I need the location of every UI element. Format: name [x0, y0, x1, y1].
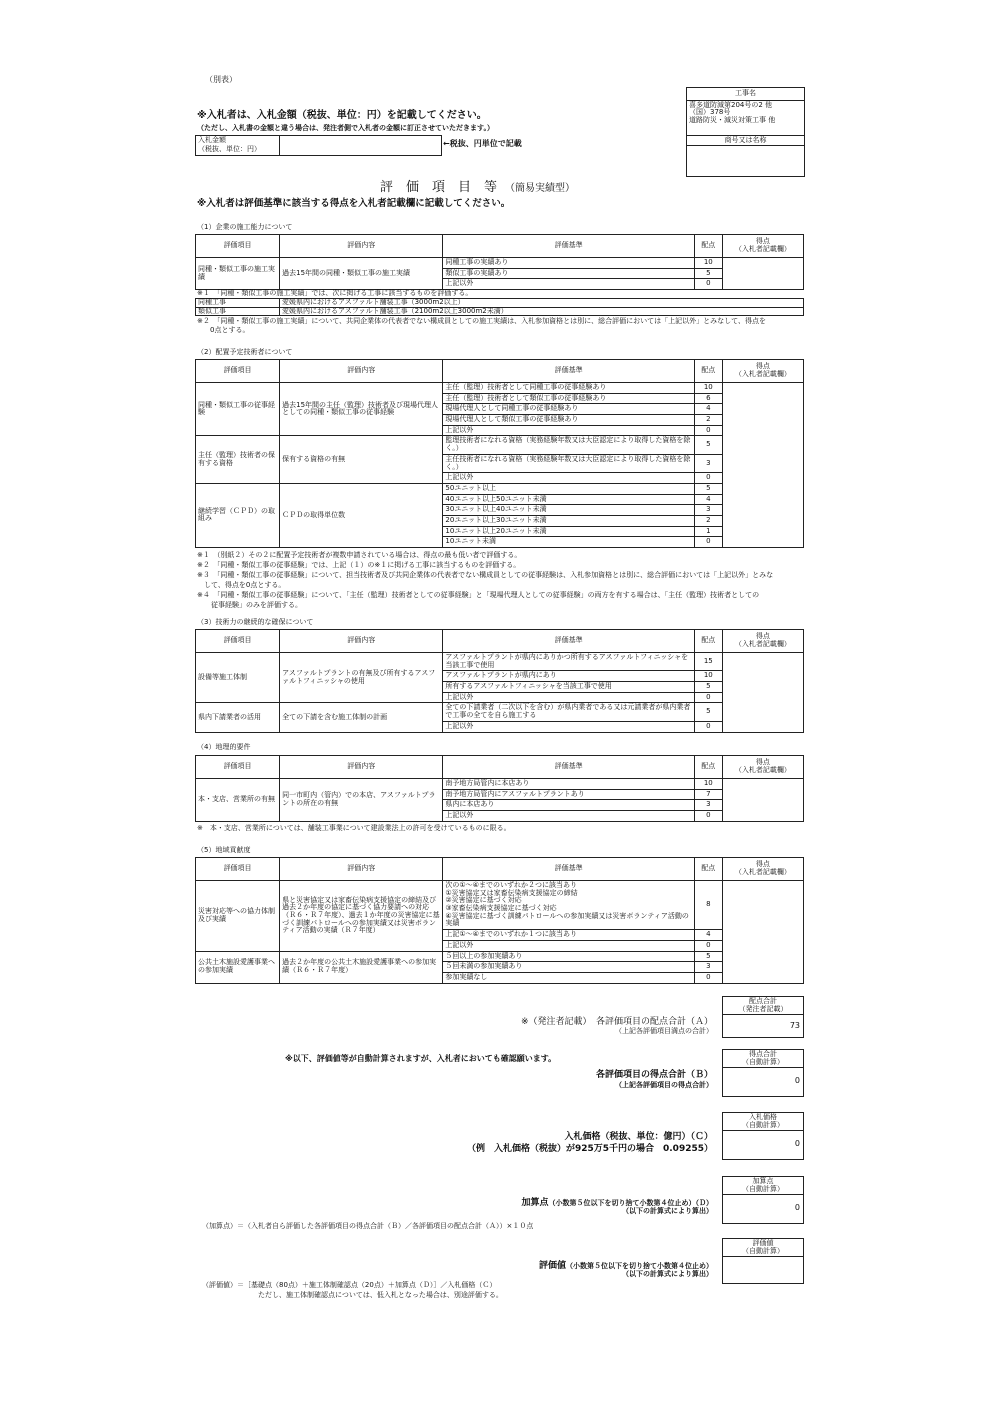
company-input[interactable]	[687, 146, 804, 175]
hdr-score	[722, 858, 803, 881]
points: 0	[694, 279, 722, 290]
points: 2	[694, 515, 722, 526]
sumA-box-label	[723, 997, 803, 1015]
s2-note: 従事経験」のみを評価する。	[197, 601, 302, 609]
hdr-content: 評価内容	[280, 756, 443, 779]
s2-content1: 過去15年間の主任（監理）技術者及び現場代理人としての同種・類似工事の従事経験	[280, 383, 443, 436]
criteria: 現場代理人として類似工事の従事経験あり	[443, 415, 694, 426]
def-term: 同種工事	[196, 299, 280, 308]
points: 10	[694, 258, 722, 269]
points: 3	[694, 505, 722, 516]
hdr-score1: 得点	[755, 362, 770, 371]
points: 0	[694, 473, 722, 484]
company-header: 商号又は名称	[687, 136, 804, 147]
project-line2: （国）378号	[689, 108, 731, 117]
points: 15	[694, 653, 722, 671]
hdr-item: 評価項目	[196, 360, 280, 383]
title-sub: （簡易実績型）	[510, 183, 576, 194]
criteria: 監理技術者になれる資格（実務経験年数又は大臣認定により取得した資格を除く。）	[443, 436, 694, 454]
hdr-score1: 得点	[755, 237, 770, 246]
title-text: 評 価 項 目 等	[380, 180, 498, 195]
criteria: アスファルトプラントが県内にあり	[443, 671, 694, 682]
hdr-score2: （入札者記載欄）	[734, 766, 791, 774]
s4-table	[195, 755, 804, 822]
points: 2	[694, 415, 722, 426]
hdr-score2: （入札者記載欄）	[734, 868, 791, 876]
addD-box	[722, 1176, 804, 1224]
s2-note: ※３ 「同種・類似工事の従事経験」について、担当技術者及び共同企業体の代表者でない構成員としての従事経験は、入札参加資格とは別に、総合評価においては「上記以外」とみな	[197, 571, 774, 579]
points: 3	[694, 800, 722, 811]
s4-item: 本・支店、営業所の有無	[196, 779, 280, 822]
s1-note3: 0点とする。	[210, 326, 250, 334]
criteria: 上記①～④までのいずれか１つに該当あり	[443, 930, 694, 941]
criteria: ５回以上の参加実績あり	[443, 951, 694, 962]
points: 1	[694, 526, 722, 537]
s3-table	[195, 629, 804, 733]
points: 8	[694, 881, 722, 930]
criteria: 20ユニット以上30ユニット未満	[443, 515, 694, 526]
bid-instruction: ※入札者は、入札金額（税抜、単位：円）を記載してください。	[197, 110, 487, 121]
criteria: アスファルトプラントが県内にありかつ所有するアスファルトフィニッシャを当該工事で使用	[443, 653, 694, 671]
project-box	[686, 87, 805, 177]
points: 6	[694, 393, 722, 404]
hdr-item: 評価項目	[196, 756, 280, 779]
criteria: 10ユニット未満	[443, 537, 694, 548]
criteria: 参加実績なし	[443, 972, 694, 983]
def-desc: 愛媛県内におけるアスファルト舗装工事（3000m2以上）	[280, 299, 804, 308]
hdr-points: 配点	[694, 235, 722, 258]
hdr-criteria: 評価基準	[443, 858, 694, 881]
def-desc: 愛媛県内におけるアスファルト舗装工事（2100m2以上3000m2未満）	[280, 307, 804, 316]
evalV-box-label1: 評価値	[752, 1239, 774, 1247]
bid-amount-unit: （税抜、単位：円）	[198, 144, 261, 153]
points: 5	[694, 268, 722, 279]
addD-box-label2: （自動計算）	[742, 1184, 784, 1193]
points: 0	[694, 940, 722, 951]
s1-table	[195, 234, 804, 290]
hdr-item: 評価項目	[196, 235, 280, 258]
hdr-criteria: 評価基準	[443, 235, 694, 258]
hdr-score	[722, 630, 803, 653]
points: 10	[694, 779, 722, 790]
bid-amount-input[interactable]	[279, 135, 442, 156]
points: 5	[694, 951, 722, 962]
hdr-score	[722, 360, 803, 383]
hdr-criteria: 評価基準	[443, 360, 694, 383]
evalV-box	[722, 1238, 804, 1284]
priceC-box-label1: 入札価格	[749, 1113, 777, 1121]
addD-formula: （加算点）＝（入札者自ら評価した各評価項目の得点合計（Ｂ）／各評価項目の配点合計（Ａ））×１０点	[202, 1222, 534, 1230]
s2-note: ※１ （別紙２）その２に配置予定技術者が複数申請されている場合は、得点の最も低い者で評価する。	[197, 551, 522, 559]
evalV-sublabel: （以下の計算式により算出）	[622, 1270, 713, 1278]
s3-content1: アスファルトプラントの有無及び所有するアスファルトフィニッシャの使用	[280, 653, 443, 703]
s5-content1: 県と災害協定又は家畜伝染病支援協定の締結及び過去２か年度の協定に基づく協力要請への対応（Ｒ６・Ｒ７年度）、過去１か年度の災害協定に基づく訓練パトロールへの参加実績又は災害ボランティア活動の実績（Ｒ７年度）	[280, 881, 443, 952]
confirm-note: ※以下、評価値等が自動計算されますが、入札者においても確認願います。	[285, 1054, 557, 1063]
sumA-box-label2: （発注者記載）	[738, 1004, 788, 1013]
addD-box-label1: 加算点	[752, 1177, 774, 1185]
bid-amount-note: ←税抜、円単位で記載	[443, 139, 522, 148]
hdr-points: 配点	[694, 756, 722, 779]
hdr-score	[722, 756, 803, 779]
s4-note: ※ 本・支店、営業所については、舗装工事業について建設業法上の許可を受けているものに限る。	[197, 824, 511, 832]
priceC-box	[722, 1112, 804, 1160]
s5-content2: 過去２か年度の公共土木施設愛護事業への参加実績（Ｒ６・Ｒ７年度）	[280, 951, 443, 983]
s2-item2: 主任（監理）技術者の保有する資格	[196, 436, 280, 483]
s1-note1: ※１ 「同種・類似工事の施工実績」では、次に掲げる工事に該当するものを評価する。	[197, 289, 473, 297]
sumB-sublabel: （上記各評価項目の得点合計）	[615, 1081, 713, 1089]
s1-content: 過去15年間の同種・類似工事の施工実績	[280, 258, 443, 290]
points: 4	[694, 930, 722, 941]
s2-note: して、得点を0点とする。	[197, 581, 286, 589]
s2-notes	[197, 550, 807, 610]
evalV-label-main: 評価値	[538, 1261, 566, 1271]
s4-title: （4）地理的要件	[197, 743, 251, 751]
hdr-criteria: 評価基準	[443, 756, 694, 779]
sumB-box-label2: （自動計算）	[742, 1057, 784, 1066]
s4-content: 同一市町内（管内）での本店、アスファルトプラントの所在の有無	[280, 779, 443, 822]
points: 5	[694, 682, 722, 693]
evalV-formula-note: ただし、施工体制確認点については、低入札となった場合は、別途評価する。	[258, 1291, 503, 1299]
priceC-box-label2: （自動計算）	[742, 1120, 784, 1129]
addD-label-main: 加算点	[521, 1198, 549, 1208]
criteria: 南予地方局管内に本店あり	[443, 779, 694, 790]
points: 0	[694, 721, 722, 732]
betsuhyo-label: （別表）	[205, 75, 237, 84]
sumA-sublabel: （上記各評価項目満点の合計）	[615, 1027, 713, 1035]
s2-title: （2）配置予定技術者について	[197, 348, 293, 356]
hdr-score2: （入札者記載欄）	[734, 640, 791, 648]
s5-table	[195, 857, 804, 984]
criteria: 主任（監理）技術者として同種工事の従事経験あり	[443, 383, 694, 394]
criteria: 所有するアスファルトフィニッシャを当該工事で使用	[443, 682, 694, 693]
priceC-box-label	[723, 1113, 803, 1131]
s2-item1: 同種・類似工事の従事経験	[196, 383, 280, 436]
criteria: 10ユニット以上20ユニット未満	[443, 526, 694, 537]
s2-item3: 継続学習（ＣＰＤ）の取組み	[196, 483, 280, 547]
criteria: 県内に本店あり	[443, 800, 694, 811]
points: 3	[694, 962, 722, 973]
evalV-box-label2: （自動計算）	[742, 1246, 784, 1255]
hdr-item: 評価項目	[196, 858, 280, 881]
hdr-points: 配点	[694, 630, 722, 653]
points: 4	[694, 494, 722, 505]
hdr-points: 配点	[694, 360, 722, 383]
bid-amount-label: 入札金額	[198, 136, 226, 144]
criteria: 主任（監理）技術者として類似工事の従事経験あり	[443, 393, 694, 404]
points: 0	[694, 537, 722, 548]
evalV-formula: （評価値）＝［基礎点（80点）＋施工体制確認点（20点）＋加算点（Ｄ）］／入札価格（Ｃ）	[202, 1281, 497, 1289]
s2-table	[195, 359, 804, 548]
hdr-content: 評価内容	[280, 235, 443, 258]
s2-score-input[interactable]	[722, 383, 803, 548]
criteria: 同種工事の実績あり	[443, 258, 694, 269]
points: 10	[694, 671, 722, 682]
project-header: 工事名	[687, 88, 804, 101]
addD-label-sub: （小数第５位以下を切り捨て小数第４位止め）（Ｄ）	[548, 1199, 713, 1207]
hdr-content: 評価内容	[280, 630, 443, 653]
criteria: 上記以外	[443, 692, 694, 703]
s3-title: （3）技術力の継続的な確保について	[197, 618, 314, 626]
priceC-label: 入札価格（税抜、単位：億円）（Ｃ）	[564, 1132, 713, 1142]
criteria: 上記以外	[443, 811, 694, 822]
points: 10	[694, 383, 722, 394]
hdr-points: 配点	[694, 858, 722, 881]
s5-item2: 公共土木施設愛護事業への参加実績	[196, 951, 280, 983]
s5-score-input[interactable]	[722, 881, 803, 984]
s1-item: 同種・類似工事の施工実績	[196, 258, 280, 290]
project-line3: 道路防災・減災対策工事 他	[689, 116, 776, 125]
s3-item2: 県内下請業者の活用	[196, 703, 280, 732]
points: 0	[694, 811, 722, 822]
s5-title: （5）地域貢献度	[197, 846, 251, 854]
criteria: 主任技術者になれる資格（実務経験年数又は大臣認定により取得した資格を除く。）	[443, 454, 694, 472]
s1-title: （1）企業の施工能力について	[197, 223, 293, 231]
criteria: 現場代理人として同種工事の従事経験あり	[443, 404, 694, 415]
s1-note2: ※２ 「同種・類似工事の施工実績」について、共同企業体の代表者でない構成員としての施工実績は、入札参加資格とは別に、総合評価においては「上記以外」とみなして、得点を	[197, 317, 766, 325]
criteria: 類似工事の実績あり	[443, 268, 694, 279]
sumA-label: ※（発注者記載） 各評価項目の配点合計（Ａ）	[520, 1017, 713, 1027]
addD-sublabel: （以下の計算式により算出）	[622, 1207, 713, 1215]
criteria: 上記以外	[443, 279, 694, 290]
score-instruction: ※入札者は評価基準に該当する得点を入札者記載欄に記載してください。	[197, 198, 511, 209]
hdr-content: 評価内容	[280, 858, 443, 881]
sumB-box-label	[723, 1050, 803, 1068]
points: 7	[694, 789, 722, 800]
sumA-box	[722, 996, 804, 1038]
hdr-score	[722, 235, 803, 258]
sumB-box	[722, 1049, 804, 1097]
criteria: 次の①～④までのいずれか２つに該当あり ①災害協定又は家畜伝染病支援協定の締結 ②災害協定に基づく対応 ③家畜伝染病支援協定に基づく対応 ④災害協定に基づく訓練パトロールへの参加実績又は災害ボランティア活動の実績	[443, 881, 694, 930]
criteria: 上記以外	[443, 940, 694, 951]
hdr-score1: 得点	[755, 860, 770, 869]
s3-score-input[interactable]	[722, 653, 803, 733]
points: 5	[694, 436, 722, 454]
hdr-score1: 得点	[755, 758, 770, 767]
priceC-sublabel: （例 入札価格（税抜）が925万5千円の場合 0.09255）	[466, 1144, 713, 1154]
sumB-value: 0	[794, 1076, 800, 1085]
hdr-score1: 得点	[755, 632, 770, 641]
points: 4	[694, 404, 722, 415]
project-line1: 喜多道防減第204号の2 他	[689, 100, 773, 109]
s2-note: ※２ 「同種・類似工事の従事経験」では、上記（１）の※１に掲げる工事に該当するものを評価する。	[197, 561, 521, 569]
points: 5	[694, 703, 722, 721]
s1-def-table	[195, 298, 804, 316]
sumB-box-label1: 得点合計	[749, 1050, 777, 1058]
addD-box-label	[723, 1177, 803, 1195]
bid-amount-label-box	[195, 135, 281, 156]
bid-instruction-note: （ただし、入札書の金額と違う場合は、発注者側で入札者の金額に訂正させていただきます。）	[197, 124, 494, 132]
hdr-score2: （入札者記載欄）	[734, 245, 791, 253]
points: 5	[694, 483, 722, 494]
criteria: 50ユニット以上	[443, 483, 694, 494]
criteria: 南予地方局管内にアスファルトプラントあり	[443, 789, 694, 800]
s1-score-input[interactable]	[722, 258, 803, 290]
hdr-score2: （入札者記載欄）	[734, 370, 791, 378]
s3-item1: 設備等施工体制	[196, 653, 280, 703]
s2-content2: 保有する資格の有無	[280, 436, 443, 483]
priceC-value: 0	[794, 1139, 800, 1148]
points: 0	[694, 972, 722, 983]
s5-item1: 災害対応等への協力体制及び実績	[196, 881, 280, 952]
criteria: 上記以外	[443, 473, 694, 484]
s3-content2: 全ての下請を含む施工体制の計画	[280, 703, 443, 732]
criteria: 30ユニット以上40ユニット未満	[443, 505, 694, 516]
sumB-label: 各評価項目の得点合計（Ｂ）	[595, 1070, 713, 1080]
criteria: ５回未満の参加実績あり	[443, 962, 694, 973]
project-name	[687, 101, 804, 136]
sumA-box-label1: 配点合計	[749, 997, 777, 1005]
addD-value: 0	[794, 1203, 800, 1212]
hdr-criteria: 評価基準	[443, 630, 694, 653]
criteria: 上記以外	[443, 721, 694, 732]
evalV-box-label	[723, 1239, 803, 1257]
points: 0	[694, 692, 722, 703]
criteria: 40ユニット以上50ユニット未満	[443, 494, 694, 505]
criteria: 全ての下請業者（二次以下を含む）が県内業者である又は元請業者が県内業者で工事の全てを自ら施工する	[443, 703, 694, 721]
hdr-item: 評価項目	[196, 630, 280, 653]
s4-score-input[interactable]	[722, 779, 803, 822]
page-title	[380, 176, 575, 195]
evalV-label-sub: （小数第５位以下を切り捨て小数第４位止め）	[566, 1262, 713, 1270]
points: 0	[694, 425, 722, 436]
points: 3	[694, 454, 722, 472]
s2-note: ※４ 「同種・類似工事の従事経験」について、「主任（監理）技術者としての従事経験」と「現場代理人としての従事経験」の両方を有する場合は、「主任（監理）技術者としての	[197, 591, 760, 599]
hdr-content: 評価内容	[280, 360, 443, 383]
criteria: 上記以外	[443, 425, 694, 436]
def-term: 類似工事	[196, 307, 280, 316]
sumA-value: 73	[789, 1021, 800, 1030]
s2-content3: ＣＰＤの取得単位数	[280, 483, 443, 547]
